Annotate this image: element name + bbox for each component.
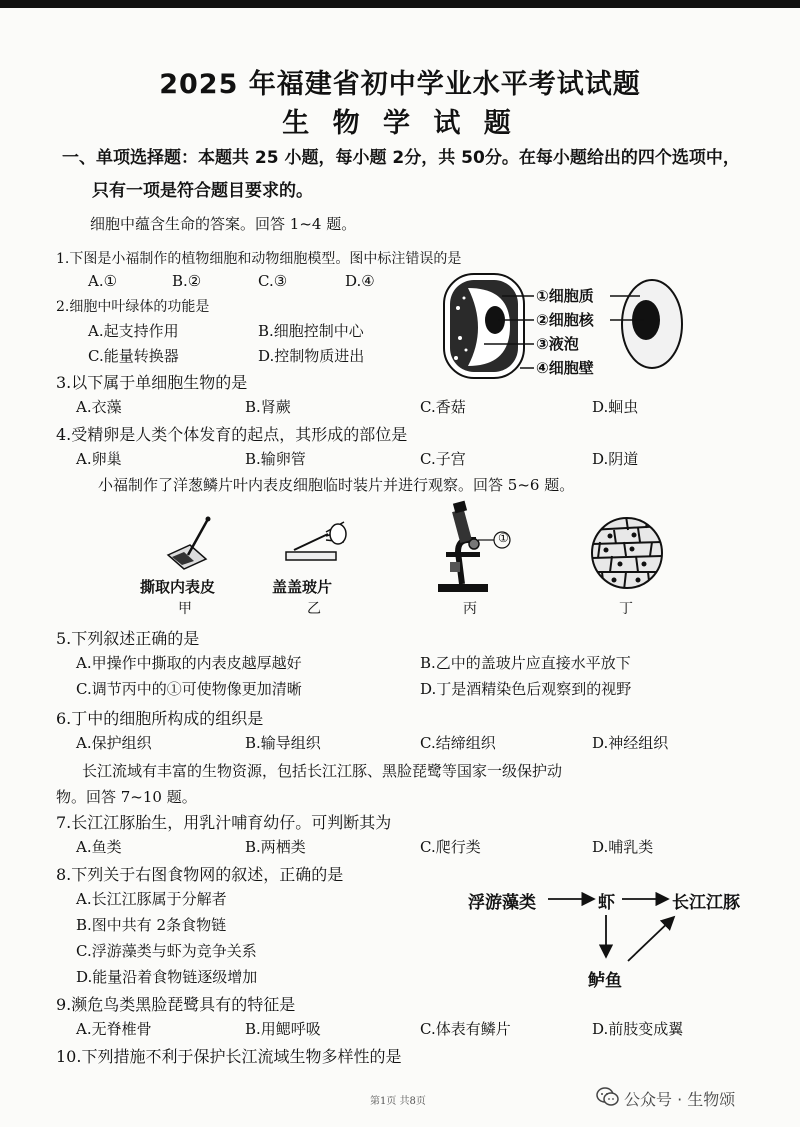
q5-stem: 5.下列叙述正确的是	[56, 629, 200, 648]
fig-jia-label: 甲	[178, 601, 192, 617]
fig-bing-microscope	[432, 500, 512, 595]
q4-option-b: B.输卵管	[245, 450, 306, 468]
q6-stem: 6.丁中的细胞所构成的组织是	[56, 709, 264, 728]
q7-option-d: D.哺乳类	[592, 838, 654, 856]
q8-option-d: D.能量沿着食物链逐级增加	[76, 968, 258, 986]
q5-option-d: D.丁是酒精染色后观察到的视野	[420, 680, 632, 698]
page-title: 2025 年福建省初中学业水平考试试题	[159, 69, 641, 100]
section-instruction-cont: 只有一项是符合题目要求的。	[92, 181, 313, 201]
q7-option-c: C.爬行类	[420, 838, 481, 856]
q6-option-d: D.神经组织	[592, 734, 669, 752]
watermark: 公众号 · 生物颂	[624, 1090, 736, 1109]
section-instruction: 一、单项选择题：本题共 25 小题，每小题 2分，共 50分。在每小题给出的四个选项中，	[62, 148, 740, 168]
fig-yi-caption: 盖盖玻片	[272, 578, 333, 596]
page-number: 第1页 共8页	[370, 1096, 426, 1107]
fig-yi-label: 乙	[307, 601, 321, 617]
q2-option-b: B.细胞控制中心	[258, 322, 364, 340]
q9-stem: 9.濒危鸟类黑脸琵鹭具有的特征是	[56, 995, 296, 1014]
q1-option-c: C.③	[258, 272, 288, 290]
q8-stem: 8.下列关于右图食物网的叙述，正确的是	[56, 865, 344, 884]
q1-option-a: A.①	[88, 272, 118, 290]
wechat-icon	[596, 1086, 620, 1108]
q7-option-a: A.鱼类	[76, 838, 122, 856]
q2-option-a: A.起支持作用	[88, 322, 179, 340]
q3-option-d: D.蛔虫	[592, 398, 639, 416]
q1-stem: 1.下图是小福制作的植物细胞和动物细胞模型。图中标注错误的是	[56, 251, 462, 267]
q2-option-d: D.控制物质进出	[258, 347, 365, 365]
page-subtitle: 生 物 学 试 题	[282, 108, 518, 139]
q1-option-d: D.④	[345, 272, 375, 290]
q6-option-b: B.输导组织	[245, 734, 321, 752]
cell-label-vacuole: ③液泡	[536, 335, 579, 353]
q5-option-c: C.调节丙中的①可使物像更加清晰	[76, 680, 302, 698]
q6-option-c: C.结缔组织	[420, 734, 496, 752]
intro-7-10-cont: 物。回答 7~10 题。	[56, 788, 197, 806]
fig-bing-label: 丙	[463, 601, 477, 617]
q3-option-b: B.肾蕨	[245, 398, 291, 416]
fig-jia-caption: 撕取内表皮	[140, 578, 216, 596]
q2-stem: 2.细胞中叶绿体的功能是	[56, 299, 210, 315]
q6-option-a: A.保护组织	[76, 734, 152, 752]
top-border	[0, 0, 800, 8]
q4-option-c: C.子宫	[420, 450, 466, 468]
foodweb-plankton: 浮游藻类	[468, 893, 536, 913]
q5-option-a: A.甲操作中撕取的内表皮越厚越好	[76, 654, 302, 672]
q9-option-a: A.无脊椎骨	[76, 1020, 152, 1038]
cell-label-nucleus: ②细胞核	[536, 311, 594, 329]
foodweb-porpoise: 长江江豚	[672, 893, 740, 913]
q7-option-b: B.两栖类	[245, 838, 306, 856]
intro-7-10: 长江流域有丰富的生物资源，包括长江江豚、黑脸琵鹭等国家一级保护动	[82, 762, 563, 780]
q4-option-a: A.卵巢	[76, 450, 122, 468]
fig-yi-coverslip	[282, 520, 352, 570]
fig-ding-label: 丁	[619, 601, 633, 617]
q10-stem: 10.下列措施不利于保护长江流域生物多样性的是	[56, 1047, 402, 1066]
q1-option-b: B.②	[172, 272, 202, 290]
q8-option-b: B.图中共有 2条食物链	[76, 916, 227, 934]
fig-ding-cells-view	[590, 516, 664, 590]
q3-option-c: C.香菇	[420, 398, 466, 416]
q9-option-b: B.用鳃呼吸	[245, 1020, 321, 1038]
fig-jia-peeling	[160, 515, 220, 575]
intro-5-6: 小福制作了洋葱鳞片叶内表皮细胞临时装片并进行观察。回答 5~6 题。	[98, 476, 575, 494]
q9-option-d: D.前肢变成翼	[592, 1020, 684, 1038]
q8-option-a: A.长江江豚属于分解者	[76, 890, 227, 908]
intro-1-4: 细胞中蕴含生命的答案。回答 1~4 题。	[90, 215, 357, 233]
q4-option-d: D.阴道	[592, 450, 639, 468]
q7-stem: 7.长江江豚胎生，用乳汁哺育幼仔。可判断其为	[56, 813, 392, 832]
q8-option-c: C.浮游藻类与虾为竞争关系	[76, 942, 257, 960]
q5-option-b: B.乙中的盖玻片应直接水平放下	[420, 654, 631, 672]
cell-label-cellwall: ④细胞壁	[536, 359, 594, 377]
q2-option-c: C.能量转换器	[88, 347, 179, 365]
foodweb-shrimp: 虾	[598, 893, 615, 913]
cell-label-cytoplasm: ①细胞质	[536, 287, 594, 305]
q3-option-a: A.衣藻	[76, 398, 122, 416]
q4-stem: 4.受精卵是人类个体发育的起点，其形成的部位是	[56, 425, 408, 444]
q3-stem: 3.以下属于单细胞生物的是	[56, 373, 248, 392]
fig-bing-marker: ①	[498, 531, 509, 545]
q9-option-c: C.体表有鳞片	[420, 1020, 511, 1038]
foodweb-arrows	[540, 885, 680, 975]
foodweb-perch: 鲈鱼	[588, 971, 622, 991]
